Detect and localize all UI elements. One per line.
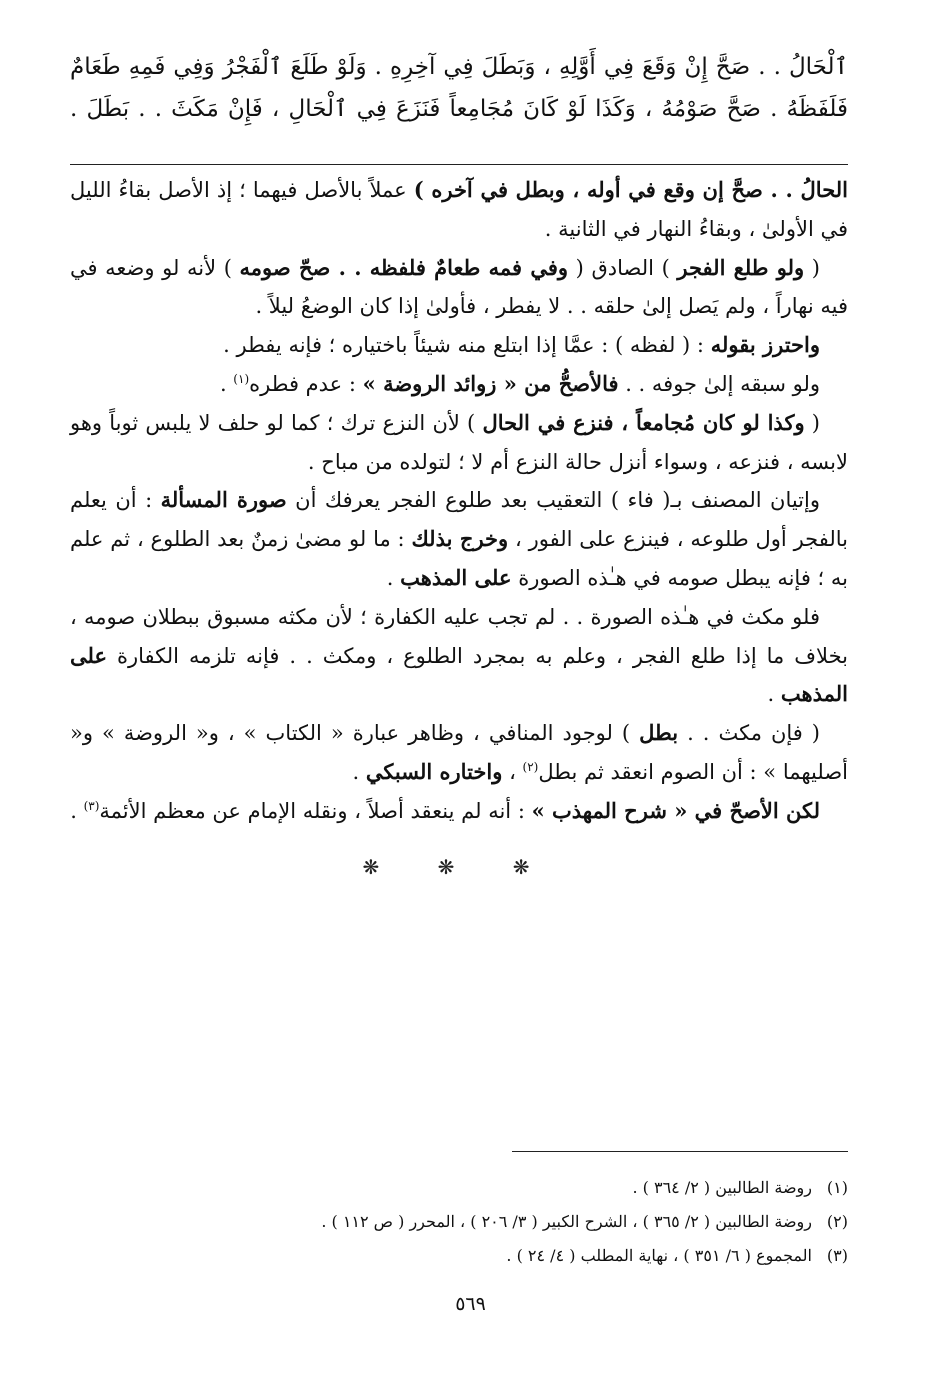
paragraph: [70, 598, 848, 714]
matn-text: [70, 46, 848, 130]
text-run: : عدم فطره: [249, 371, 363, 396]
paragraph: [70, 714, 848, 792]
paragraph: [70, 365, 848, 404]
footnote-ref: (١): [233, 371, 250, 386]
footnote-text: روضة الطالبين ( ٢/ ٣٦٥ ) ، الشرح الكبير ( ٣/ ٢٠٦ ) ، المحرر ( ص ١١٢ ) .: [321, 1212, 812, 1231]
text-run: : أنه لم ينعقد أصلاً ، ونقله الإمام عن معظم الأئمة: [99, 798, 532, 823]
bold-phrase: لكن الأصحّ في « شرح المهذب »: [531, 797, 820, 823]
bold-phrase: بطل: [639, 720, 679, 746]
text-run: (: [804, 255, 820, 280]
bold-phrase: الحالُ . . صحَّ إن وقع في أوله ، وبطل في آخره ): [413, 177, 848, 202]
paragraph: [70, 171, 848, 249]
text-run: فلو مكث في هـٰذه الصورة . . لم تجب عليه الكفارة ؛ لأن مكثه مسبوق ببطلان صومه ، بخلاف ما إذا طلع الفجر ، وعلم به بمجرد الطلوع ، ومكث . . فإنه تلزمه الكفارة: [70, 604, 848, 668]
text-run: .: [219, 371, 234, 396]
footnote-number: (١): [826, 1178, 848, 1197]
footnote-number: (٣): [826, 1246, 848, 1265]
text-run: ) لأن النزع ترك ؛ كما لو حلف لا يلبس ثوباً وهو لابسه ، فنزعه ، وسواء أنزل حالة النزع أم لا ؛ لتولده من مباح .: [70, 410, 848, 474]
footnote-text: روضة الطالبين ( ٢/ ٣٦٤ ) .: [632, 1178, 812, 1197]
text-run: ) لأنه لو وضعه في فيه نهاراً ، ولم يَصل إلىٰ حلقه . . لا يفطر ، فأولىٰ إذا كان الوضعُ ليلاً .: [70, 255, 848, 319]
text-run: : أن يعلم بالفجر أول طلوعه ، فينزع على الفور ،: [70, 488, 848, 552]
footnote-item: [148, 1239, 848, 1273]
bold-phrase: وفي فمه طعامٌ فلفظه . . صحّ صومه: [239, 254, 569, 280]
paragraph: [70, 792, 848, 831]
footnote-item: [148, 1171, 848, 1205]
footnote-ref: (٢): [522, 759, 539, 774]
page-number: ٥٦٩: [455, 1293, 486, 1315]
text-run: .: [767, 682, 781, 707]
text-run: ،: [502, 759, 523, 784]
bold-phrase: واحترز بقوله: [710, 332, 820, 358]
text-run: .: [352, 759, 366, 784]
section-divider: [70, 164, 848, 165]
text-run: : ما لو مضىٰ زمنٌ بعد الطلوع ، ثم علم به ؛ فإنه يبطل صومه في هـٰذه الصورة: [70, 527, 848, 590]
section-separator-stars: ❋ ❋ ❋: [362, 854, 556, 879]
bold-phrase: صورة المسألة: [160, 487, 287, 513]
text-run: ( فإن مكث . .: [678, 721, 820, 746]
text-run: ) الصادق (: [568, 255, 678, 280]
footnote-ref: (٣): [83, 798, 100, 813]
commentary-text: [70, 171, 848, 831]
bold-phrase: وخرج بذلك: [411, 526, 509, 552]
footnote-number: (٢): [826, 1212, 848, 1231]
bold-phrase: ولو طلع الفجر: [677, 254, 805, 280]
bold-phrase: فالأصحُّ من « زوائد الروضة »: [362, 370, 619, 396]
matn-line: ٱلْحَالُ . . صَحَّ إِنْ وَقَعَ فِي أَوَّلِهِ ، وَبَطَلَ فِي آخِرِهِ . وَلَوْ طَلَعَ ٱلْفَجْرُ وَفِي فَمِهِ طَعَامٌ: [70, 54, 848, 80]
text-run: .: [70, 798, 84, 823]
paragraph: [70, 326, 848, 365]
matn-line: فَلَفَظَهُ . صَحَّ صَوْمُهُ ، وَكَذَا لَوْ كَانَ مُجَامِعاً فَنَزَعَ فِي ٱلْحَالِ ، فَإِنْ مَكَثَ . . بَطَلَ .: [70, 96, 848, 122]
text-run: ) لوجود المنافي ، وظاهر عبارة « الكتاب » ، و« الروضة » و« أصليهما » : أن الصوم انعقد ثم بطل: [70, 721, 848, 784]
text-run: .: [386, 565, 401, 590]
bold-phrase: واختاره السبكي: [365, 758, 503, 784]
text-run: عملاً بالأصل فيهما ؛ إذ الأصل بقاءُ الليل في الأولىٰ ، وبقاءُ النهار في الثانية .: [70, 178, 848, 241]
bold-phrase: على المذهب: [400, 564, 512, 590]
bold-phrase: وكذا لو كان مُجامعاً ، فنزع في الحال: [482, 409, 805, 435]
footnote-text: المجموع ( ٦/ ٣٥١ ) ، نهاية المطلب ( ٤/ ٢٤ ) .: [506, 1246, 812, 1265]
footnote-divider: [512, 1151, 848, 1152]
footnotes: [148, 1171, 848, 1273]
paragraph: [70, 249, 848, 327]
bold-phrase: على المذهب: [70, 642, 848, 707]
page-body: [70, 46, 848, 879]
paragraph: [70, 404, 848, 482]
text-run: (: [804, 410, 820, 435]
paragraph: [70, 481, 848, 597]
footnote-item: [148, 1205, 848, 1239]
text-run: : ( لفظه ) : عمَّا إذا ابتلع منه شيئاً باختياره ؛ فإنه يفطر .: [223, 333, 711, 358]
text-run: ولو سبقه إلىٰ جوفه . .: [618, 371, 820, 396]
text-run: وإتيان المصنف بـ( فاء ) التعقيب بعد طلوع الفجر يعرفك أن: [286, 488, 820, 513]
